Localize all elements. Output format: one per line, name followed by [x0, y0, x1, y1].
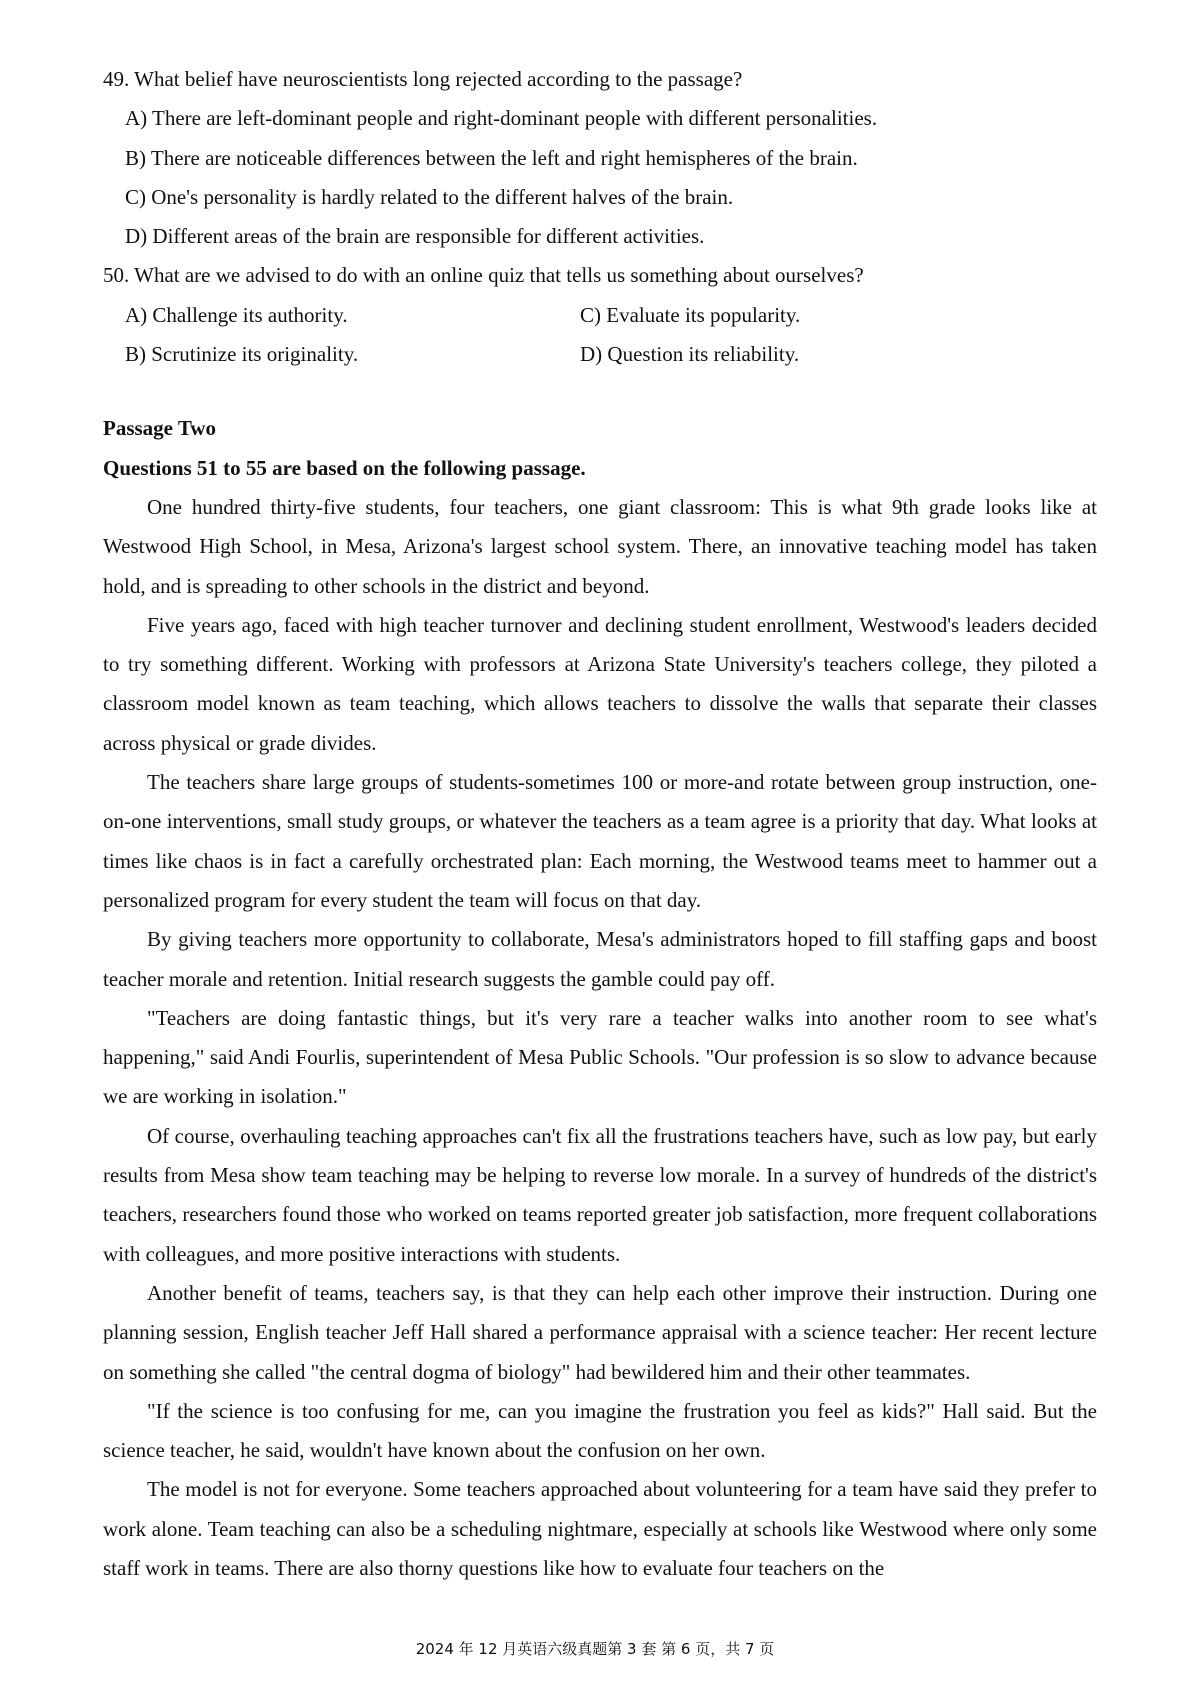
section-spacer — [103, 374, 1097, 409]
passage-paragraph-2: Five years ago, faced with high teacher turnover and declining student enrollment, Westwood's leaders decided to try something different. Working with professors at Arizona State University's teachers college, they piloted a classroom model known as team teaching, which allows teachers to dissolve the walls that separate their classes across physical or grade divides. — [103, 612, 1097, 755]
passage-title: Passage Two — [103, 416, 216, 441]
question-50-options-row-1 — [103, 296, 1097, 335]
question-49-option-d: D) Different areas of the brain are responsible for different activities. — [125, 224, 705, 249]
question-49-option-b: B) There are noticeable differences between the left and right hemispheres of the brain. — [125, 145, 858, 170]
passage-paragraph-5: "Teachers are doing fantastic things, but it's very rare a teacher walks into another room to see what's happening," said Andi Fourlis, superintendent of Mesa Public Schools. "Our profession is so slow to advance because we are working in isolation." — [103, 1005, 1097, 1109]
passage-paragraph-4: By giving teachers more opportunity to collaborate, Mesa's administrators hoped to fill staffing gaps and boost teacher morale and retention. Initial research suggests the gamble could pay off. — [103, 927, 1097, 991]
passage-paragraph-3: The teachers share large groups of students-sometimes 100 or more-and rotate between group instruction, one-on-one interventions, small study groups, or whatever the teachers as a team agree is a priority that day. What looks at times like chaos is in fact a carefully orchestrated plan: Each morning, the Westwood teams meet to hammer out a personalized program for every student the team will focus on that day. — [103, 770, 1097, 912]
passage-paragraph-9: The model is not for everyone. Some teachers approached about volunteering for a team have said they prefer to work alone. Team teaching can also be a scheduling nightmare, especially at schools like Westwood where only some staff work in teams. There are also thorny questions like how to evaluate four teachers on the — [103, 1477, 1097, 1580]
question-49-option-a: A) There are left-dominant people and right-dominant people with different personalities. — [125, 106, 878, 131]
page-footer: 2024 年 12 月英语六级真题第 3 套 第 6 页，共 7 页 — [415, 1640, 775, 1658]
passage-paragraph-1: One hundred thirty-five students, four teachers, one giant classroom: This is what 9th grade looks like at Westwood High School, in Mesa, Arizona's largest school system. There, an innovative teaching model has taken hold, and is spreading to other schools in the district and beyond. — [103, 494, 1097, 598]
passage-paragraph-7: Another benefit of teams, teachers say, is that they can help each other improve their instruction. During one planning session, English teacher Jeff Hall shared a performance appraisal with a science teacher: Her recent lecture on something she called "the central dogma of biology" had bewildered him and their other teammates. — [103, 1280, 1097, 1384]
question-50-option-b: B) Scrutinize its originality. — [125, 342, 359, 367]
question-50-option-c: C) Evaluate its popularity. — [580, 302, 801, 327]
question-50-option-a: A) Challenge its authority. — [125, 302, 348, 327]
page-content — [103, 60, 1097, 1588]
passage-paragraph-6: Of course, overhauling teaching approaches can't fix all the frustrations teachers have, such as low pay, but early results from Mesa show team teaching may be helping to reverse low morale. In a survey of hundreds of the district's teachers, researchers found those who worked on teams reported greater job satisfaction, more frequent collaborations with colleagues, and more positive interactions with students. — [103, 1123, 1097, 1266]
passage-instruction: Questions 51 to 55 are based on the following passage. — [103, 455, 586, 480]
question-50-stem: 50. What are we advised to do with an online quiz that tells us something about ourselves? — [103, 263, 864, 288]
question-50-options-row-2 — [103, 335, 1097, 374]
passage-paragraph-8: "If the science is too confusing for me, can you imagine the frustration you feel as kids?" Hall said. But the science teacher, he said, wouldn't have known about the confusion on her own. — [103, 1398, 1097, 1463]
question-49-stem: 49. What belief have neuroscientists long rejected according to the passage? — [103, 67, 743, 91]
question-49-option-c: C) One's personality is hardly related to the different halves of the brain. — [125, 184, 734, 209]
question-50-option-d: D) Question its reliability. — [580, 342, 800, 367]
